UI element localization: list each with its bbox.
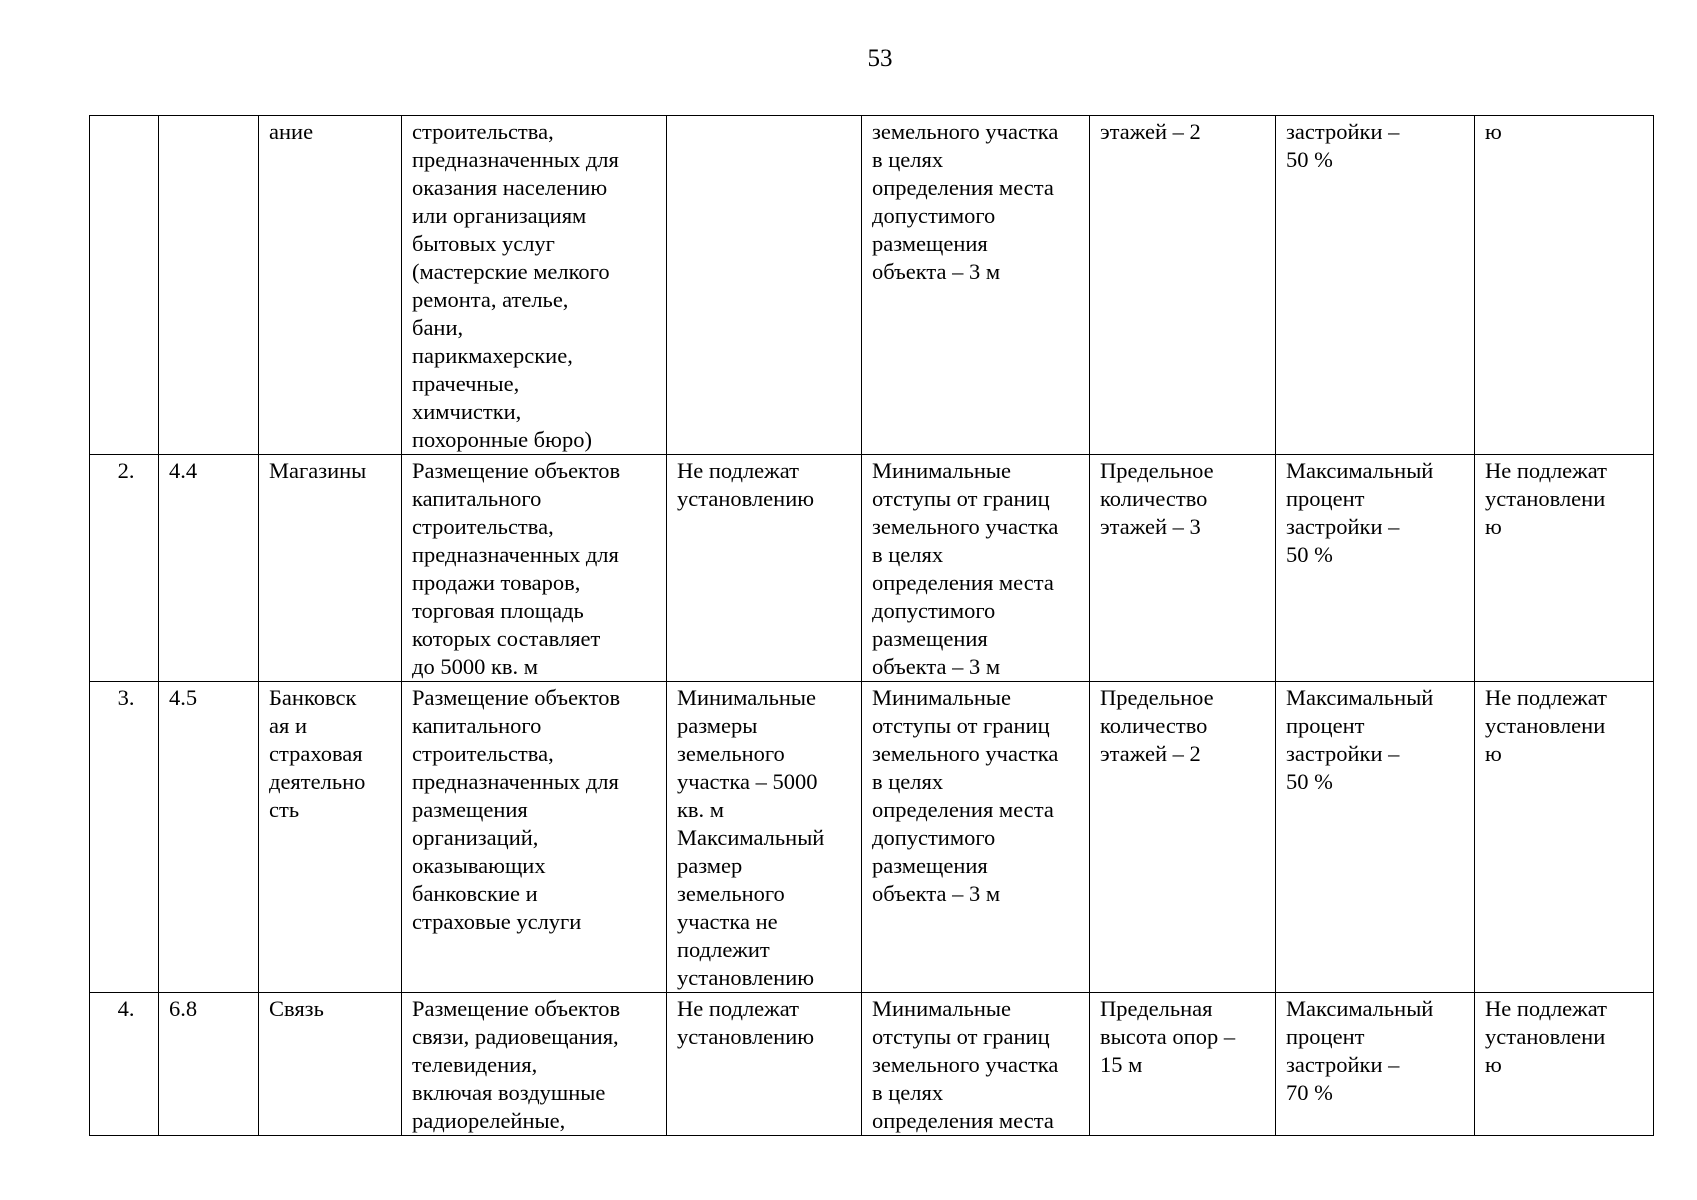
cell-text-line: 50 % <box>1286 542 1333 567</box>
cell-text-line: застройки – <box>1286 514 1400 539</box>
cell-text-line: процент <box>1286 486 1365 511</box>
cell-text-line: строительства, <box>412 741 554 766</box>
table-row <box>90 993 1654 1136</box>
coverage-cell <box>1276 116 1475 455</box>
cell-text-line: количество <box>1100 486 1208 511</box>
cell-text: 3. <box>117 685 135 710</box>
cell-text-line: участка – 5000 <box>677 769 818 794</box>
cell-text-line: ю <box>1485 1052 1502 1077</box>
cell-text-line: Предельная <box>1100 996 1213 1021</box>
cell-text-line: в целях <box>872 1080 944 1105</box>
cell-text-line: размер <box>677 853 743 878</box>
cell-text-line: страховая <box>269 741 363 766</box>
row-number-cell <box>90 993 159 1136</box>
cell-text: 4.4 <box>169 458 198 483</box>
other-params-cell <box>1475 993 1654 1136</box>
cell-text-line: отступы от границ <box>872 713 1050 738</box>
cell-text-line: предназначенных для <box>412 147 619 172</box>
cell-text-line: банковские и <box>412 881 538 906</box>
cell-text-line: установлению <box>677 1024 815 1049</box>
cell-text-line: застройки – <box>1286 119 1400 144</box>
other-params-cell <box>1475 116 1654 455</box>
cell-text-line: отступы от границ <box>872 486 1050 511</box>
setbacks-cell <box>862 455 1090 682</box>
table-body <box>90 116 1654 1136</box>
cell-text-line: ю <box>1485 741 1502 766</box>
cell-text-line: в целях <box>872 147 944 172</box>
cell-text-line: процент <box>1286 1024 1365 1049</box>
row-number-cell <box>90 455 159 682</box>
land-use-regulations-table <box>89 115 1654 1136</box>
use-code-cell <box>159 116 259 455</box>
cell-text-line: определения места <box>872 1108 1054 1133</box>
cell-text-line: Максимальный <box>1286 685 1434 710</box>
cell-text-line: Минимальные <box>872 458 1012 483</box>
cell-text-line: в целях <box>872 542 944 567</box>
cell-text-line: страховые услуги <box>412 909 582 934</box>
cell-text-line: допустимого <box>872 598 996 623</box>
cell-text-line: продажи товаров, <box>412 570 581 595</box>
cell-text-line: застройки – <box>1286 741 1400 766</box>
cell-text-line: размещения <box>872 231 988 256</box>
table-row <box>90 116 1654 455</box>
setbacks-cell <box>862 682 1090 993</box>
cell-text-line: Банковск <box>269 685 357 710</box>
cell-text-line: отступы от границ <box>872 1024 1050 1049</box>
cell-text-line: включая воздушные <box>412 1080 606 1105</box>
use-name-cell <box>259 993 402 1136</box>
cell-text-line: Размещение объектов <box>412 685 621 710</box>
cell-text-line: оказания населению <box>412 175 608 200</box>
use-description-cell <box>402 993 667 1136</box>
cell-text-line: Предельное <box>1100 685 1214 710</box>
cell-text-line: установлению <box>677 965 815 990</box>
plot-size-cell <box>667 116 862 455</box>
table-row <box>90 455 1654 682</box>
cell-text-line: земельного участка <box>872 741 1059 766</box>
use-name-cell <box>259 455 402 682</box>
use-name-cell <box>259 682 402 993</box>
cell-text-line: земельного участка <box>872 514 1059 539</box>
cell-text-line: размеры <box>677 713 758 738</box>
use-description-cell <box>402 455 667 682</box>
cell-text-line: радиорелейные, <box>412 1108 566 1133</box>
cell-text-line: ю <box>1485 119 1502 144</box>
cell-text-line: размещения <box>412 797 528 822</box>
cell-text-line: допустимого <box>872 203 996 228</box>
cell-text-line: определения места <box>872 797 1054 822</box>
cell-text-line: в целях <box>872 769 944 794</box>
use-code-cell <box>159 455 259 682</box>
cell-text-line: установлению <box>677 486 815 511</box>
cell-text-line: химчистки, <box>412 399 522 424</box>
cell-text-line: высота опор – <box>1100 1024 1236 1049</box>
cell-text-line: оказывающих <box>412 853 546 878</box>
cell-text-line: строительства, <box>412 119 554 144</box>
cell-text-line: телевидения, <box>412 1052 538 1077</box>
cell-text-line: Не подлежат <box>1485 685 1607 710</box>
row-number-cell <box>90 116 159 455</box>
setbacks-cell <box>862 116 1090 455</box>
cell-text-line: установлени <box>1485 1024 1606 1049</box>
use-description-cell <box>402 682 667 993</box>
cell-text-line: Минимальные <box>872 685 1012 710</box>
cell-text-line: (мастерские мелкого <box>412 259 610 284</box>
cell-text-line: размещения <box>872 853 988 878</box>
coverage-cell <box>1276 682 1475 993</box>
cell-text-line: участка не <box>677 909 778 934</box>
cell-text-line: капитального <box>412 486 542 511</box>
cell-text-line: бытовых услуг <box>412 231 555 256</box>
row-number-cell <box>90 682 159 993</box>
cell-text-line: парикмахерские, <box>412 343 573 368</box>
use-description-cell <box>402 116 667 455</box>
cell-text-line: Максимальный <box>1286 458 1434 483</box>
cell-text-line: земельного <box>677 881 785 906</box>
page-number: 53 <box>867 45 893 72</box>
cell-text-line: Не подлежат <box>1485 996 1607 1021</box>
cell-text-line: организаций, <box>412 825 539 850</box>
other-params-cell <box>1475 455 1654 682</box>
setbacks-cell <box>862 993 1090 1136</box>
floors-cell <box>1090 993 1276 1136</box>
cell-text-line: установлени <box>1485 713 1606 738</box>
cell-text-line: торговая площадь <box>412 598 584 623</box>
cell-text: 4.5 <box>169 685 198 710</box>
cell-text-line: которых составляет <box>412 626 601 651</box>
cell-text-line: земельного <box>677 741 785 766</box>
cell-text: 2. <box>117 458 135 483</box>
cell-text-line: земельного участка <box>872 1052 1059 1077</box>
cell-text-line: 50 % <box>1286 769 1333 794</box>
cell-text-line: прачечные, <box>412 371 520 396</box>
cell-text-line: 50 % <box>1286 147 1333 172</box>
floors-cell <box>1090 116 1276 455</box>
use-code-cell <box>159 682 259 993</box>
cell-text-line: количество <box>1100 713 1208 738</box>
cell-text-line: Размещение объектов <box>412 996 621 1021</box>
cell-text-line: деятельно <box>269 769 366 794</box>
cell-text-line: ремонта, ателье, <box>412 287 569 312</box>
cell-text-line: или организациям <box>412 203 587 228</box>
plot-size-cell <box>667 455 862 682</box>
cell-text-line: определения места <box>872 175 1054 200</box>
cell-text-line: Максимальный <box>677 825 825 850</box>
plot-size-cell <box>667 993 862 1136</box>
cell-text-line: Предельное <box>1100 458 1214 483</box>
cell-text-line: определения места <box>872 570 1054 595</box>
cell-text-line: размещения <box>872 626 988 651</box>
cell-text-line: Не подлежат <box>1485 458 1607 483</box>
cell-text-line: строительства, <box>412 514 554 539</box>
cell-text-line: сть <box>269 797 300 822</box>
cell-text: 4. <box>117 996 135 1021</box>
coverage-cell <box>1276 455 1475 682</box>
cell-text-line: предназначенных для <box>412 542 619 567</box>
cell-text-line: объекта – 3 м <box>872 259 1001 284</box>
use-name-cell <box>259 116 402 455</box>
coverage-cell <box>1276 993 1475 1136</box>
cell-text-line: связи, радиовещания, <box>412 1024 619 1049</box>
use-code-cell <box>159 993 259 1136</box>
cell-text-line: Не подлежат <box>677 458 799 483</box>
cell-text-line: до 5000 кв. м <box>412 654 538 679</box>
cell-text-line: ю <box>1485 514 1502 539</box>
cell-text-line: 15 м <box>1100 1052 1143 1077</box>
cell-text-line: этажей – 3 <box>1100 514 1201 539</box>
cell-text-line: этажей – 2 <box>1100 741 1201 766</box>
plot-size-cell <box>667 682 862 993</box>
cell-text-line: подлежит <box>677 937 770 962</box>
cell-text-line: Минимальные <box>677 685 817 710</box>
cell-text-line: Размещение объектов <box>412 458 621 483</box>
cell-text-line: бани, <box>412 315 464 340</box>
cell-text-line: установлени <box>1485 486 1606 511</box>
cell-text-line: ая и <box>269 713 308 738</box>
cell-text-line: кв. м <box>677 797 725 822</box>
cell-text-line: земельного участка <box>872 119 1059 144</box>
cell-text-line: процент <box>1286 713 1365 738</box>
cell-text-line: Максимальный <box>1286 996 1434 1021</box>
cell-text-line: объекта – 3 м <box>872 881 1001 906</box>
floors-cell <box>1090 682 1276 993</box>
cell-text-line: этажей – 2 <box>1100 119 1201 144</box>
cell-text-line: Связь <box>269 996 324 1021</box>
other-params-cell <box>1475 682 1654 993</box>
cell-text-line: застройки – <box>1286 1052 1400 1077</box>
cell-text-line: 70 % <box>1286 1080 1333 1105</box>
cell-text-line: ание <box>269 119 314 144</box>
cell-text-line: Магазины <box>269 458 367 483</box>
table-row <box>90 682 1654 993</box>
floors-cell <box>1090 455 1276 682</box>
cell-text-line: допустимого <box>872 825 996 850</box>
cell-text-line: похоронные бюро) <box>412 427 592 452</box>
cell-text-line: Минимальные <box>872 996 1012 1021</box>
cell-text-line: предназначенных для <box>412 769 619 794</box>
cell-text: 6.8 <box>169 996 198 1021</box>
cell-text-line: капитального <box>412 713 542 738</box>
cell-text-line: Не подлежат <box>677 996 799 1021</box>
cell-text-line: объекта – 3 м <box>872 654 1001 679</box>
